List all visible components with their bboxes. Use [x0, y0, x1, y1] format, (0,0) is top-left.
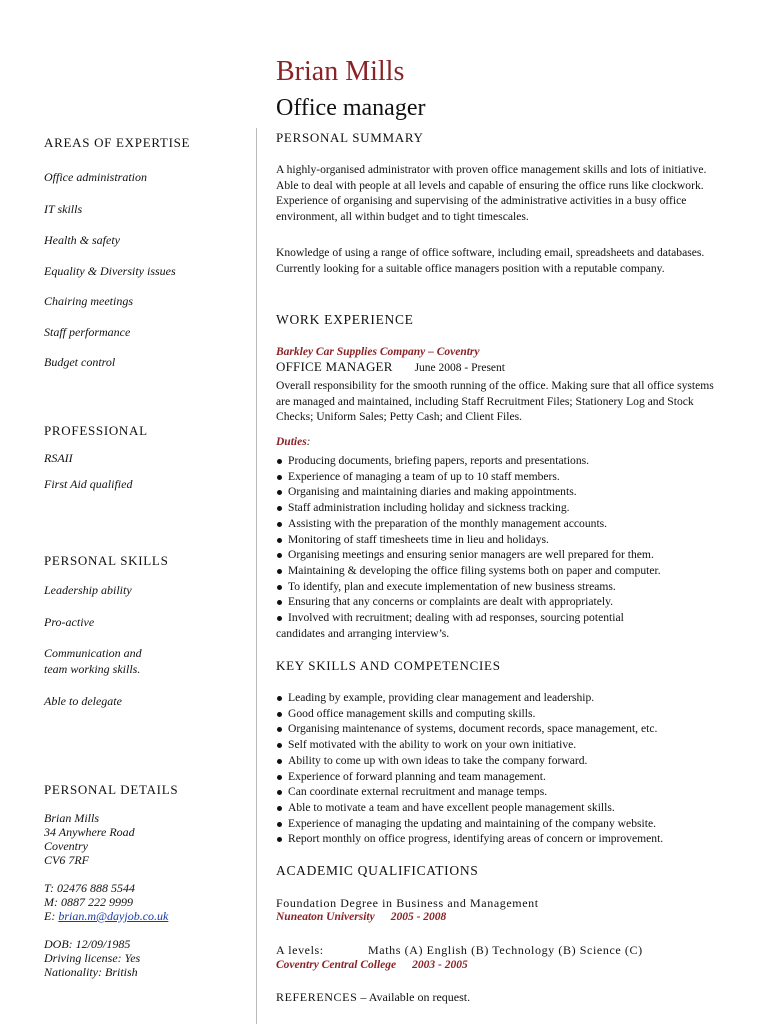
email-row [44, 909, 168, 923]
duty-item: Monitoring of staff timesheets time in lieu and holidays. [276, 532, 736, 548]
summary-paragraph: Knowledge of using a range of office software, including email, spreadsheets and databases. Currently looking for a suitable office managers position with a reputable company. [276, 246, 705, 275]
skill-item: Ability to come up with own ideas to take the company forward. [276, 753, 736, 769]
university-name: Nuneaton University [276, 911, 375, 923]
skill-item: Good office management skills and computing skills. [276, 706, 736, 722]
duty-item: Organising and maintaining diaries and making appointments. [276, 484, 736, 500]
a-levels-line [276, 943, 643, 958]
duties-list [276, 453, 736, 641]
university-years: 2005 - 2008 [390, 911, 447, 923]
job-description: Overall responsibility for the smooth running of the office. Making sure that all office systems are managed and maintained, including Staff Recruitment Files; Stationery Log and Stock Checks; Uniform Sales; Petty Cash; and Client Files. [276, 379, 714, 424]
professional-item: RSAII [44, 451, 73, 465]
candidate-role: Office manager [276, 95, 426, 121]
college-name: Coventry Central College [276, 959, 397, 971]
column-divider [256, 128, 257, 1024]
address-line: Coventry [44, 839, 88, 853]
references-line [276, 990, 470, 1005]
address-line: 34 Anywhere Road [44, 825, 135, 839]
personal-skill-item: Communication and [44, 646, 142, 660]
duties-label-text: Duties [276, 436, 307, 448]
skill-item: Self motivated with the ability to work on your own initiative. [276, 737, 736, 753]
personal-skill-item: Pro-active [44, 615, 95, 629]
job-title-line [276, 359, 505, 375]
duty-item: Experience of managing a team of up to 10 staff members. [276, 469, 736, 485]
expertise-item: IT skills [44, 202, 83, 216]
college-years: 2003 - 2005 [412, 959, 468, 971]
duty-item: Ensuring that any concerns or complaints are dealt with appropriately. [276, 594, 736, 610]
candidate-name: Brian Mills [276, 56, 405, 87]
personal-skill-item: team working skills. [44, 662, 141, 676]
skill-item: Leading by example, providing clear management and leadership. [276, 690, 736, 706]
skill-item: Experience of managing the updating and maintaining of the company website. [276, 816, 736, 832]
professional-heading: PROFESSIONAL [44, 423, 148, 438]
key-skills-heading: KEY SKILLS AND COMPETENCIES [276, 658, 501, 673]
expertise-item: Office administration [44, 170, 147, 184]
nationality: Nationality: British [44, 965, 138, 979]
mobile-number: M: 0887 222 9999 [44, 895, 133, 909]
personal-details-heading: PERSONAL DETAILS [44, 782, 179, 797]
skill-item: Report monthly on office progress, identifying areas of concern or improvement. [276, 831, 736, 847]
skill-item: Can coordinate external recruitment and manage temps. [276, 784, 736, 800]
work-experience-heading: WORK EXPERIENCE [276, 312, 414, 327]
duty-item: Assisting with the preparation of the monthly management accounts. [276, 516, 736, 532]
address-line: Brian Mills [44, 811, 100, 825]
college-line [276, 959, 468, 971]
employer-name: Barkley Car Supplies Company – Coventry [276, 346, 480, 358]
address-line: CV6 7RF [44, 853, 89, 867]
professional-item: First Aid qualified [44, 477, 133, 491]
academic-qualifications-heading: ACADEMIC QUALIFICATIONS [276, 863, 479, 878]
duty-item: Maintaining & developing the office filing systems both on paper and computer. [276, 563, 736, 579]
job-dates: June 2008 - Present [414, 362, 505, 374]
email-link[interactable]: brian.m@dayjob.co.uk [58, 909, 169, 923]
duty-item: Organising meetings and ensuring senior managers are well prepared for them. [276, 547, 736, 563]
date-of-birth: DOB: 12/09/1985 [44, 937, 131, 951]
phone-number: T: 02476 888 5544 [44, 881, 136, 895]
personal-skills-heading: PERSONAL SKILLS [44, 553, 169, 568]
skill-item: Experience of forward planning and team management. [276, 769, 736, 785]
duty-item: Involved with recruitment; dealing with ad responses, sourcing potential [276, 610, 736, 626]
personal-summary-heading: PERSONAL SUMMARY [276, 130, 424, 145]
references-text: – Available on request. [357, 990, 471, 1004]
expertise-item: Equality & Diversity issues [44, 264, 176, 278]
references-label: REFERENCES [276, 990, 358, 1004]
expertise-heading: AREAS OF EXPERTISE [44, 135, 191, 150]
email-label: E: [44, 909, 59, 923]
university-line [276, 911, 446, 923]
a-levels-label: A levels: [276, 943, 324, 957]
summary-paragraph: A highly-organised administrator with proven office management skills and lots of initiative. Able to deal with people at all levels and capable of ensuring the office runs like clockwork. Experience of organising and supervising of the administrative activities in a busy office environment, all within budget and to tight timescales. [276, 163, 707, 223]
degree-title: Foundation Degree in Business and Management [276, 896, 539, 910]
duty-item: Producing documents, briefing papers, reports and presentations. [276, 453, 736, 469]
duties-label [276, 436, 311, 448]
job-title: OFFICE MANAGER [276, 359, 393, 374]
skill-item: Organising maintenance of systems, document records, space management, etc. [276, 721, 736, 737]
key-skills-list [276, 690, 736, 847]
expertise-item: Health & safety [44, 233, 120, 247]
skill-item: Able to motivate a team and have excellent people management skills. [276, 800, 736, 816]
duty-item: To identify, plan and execute implementation of new business streams. [276, 579, 736, 595]
personal-skill-item: Leadership ability [44, 583, 132, 597]
driving-license: Driving license: Yes [44, 951, 141, 965]
duties-label-colon: : [306, 436, 311, 448]
expertise-item: Staff performance [44, 325, 131, 339]
duty-item: Staff administration including holiday and sickness tracking. [276, 500, 736, 516]
expertise-item: Chairing meetings [44, 294, 133, 308]
expertise-item: Budget control [44, 355, 116, 369]
personal-skill-item: Able to delegate [44, 694, 122, 708]
duty-item-continuation: candidates and arranging interview’s. [276, 626, 450, 640]
a-levels-subjects: Maths (A) English (B) Technology (B) Science (C) [368, 943, 643, 957]
